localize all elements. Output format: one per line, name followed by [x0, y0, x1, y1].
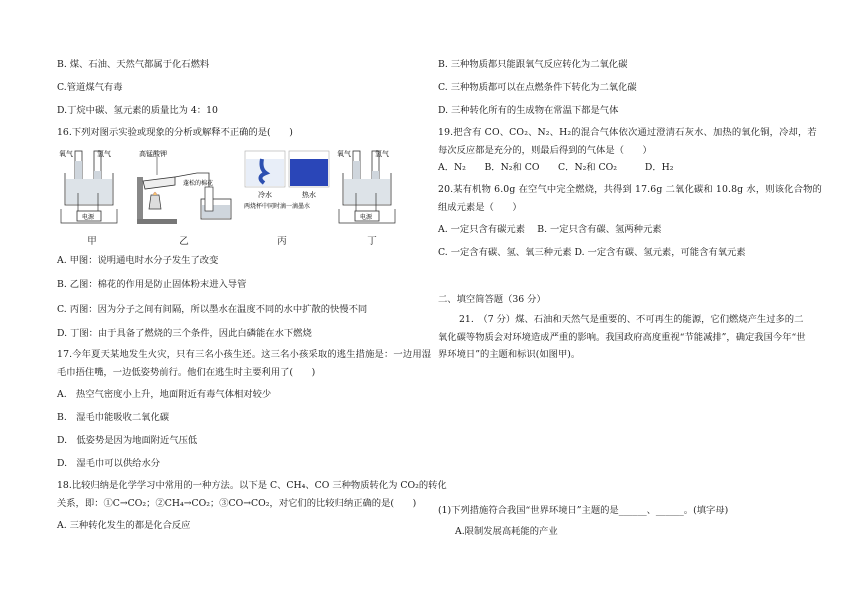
- q18-stem-line1: 18.比较归纳是化学学习中常用的一种方法。以下是 C、CH₄、CO 三种物质转化为 CO₂的转化: [57, 480, 447, 491]
- q21-stem-line1: 21. （7 分）煤、石油和天然气是重要的、不可再生的能源，它们燃烧产生过多的二: [459, 314, 804, 325]
- q19-stem-line1: 19.把含有 CO、CO₂、N₂、H₂的混合气体依次通过澄清石灰水、加热的氧化铜，冷却，若: [438, 127, 817, 138]
- figure-heating-b: [137, 147, 235, 229]
- figure-label-yi: 乙: [179, 236, 189, 247]
- q20-options-cd: C. 一定含有碳、氢、氧三种元素 D. 一定含有碳、氢元素，可能含有氧元素: [438, 247, 746, 258]
- svg-text:两烧杯中同时滴一滴墨水: 两烧杯中同时滴一滴墨水: [244, 203, 311, 210]
- svg-text:氢气: 氢气: [375, 150, 389, 158]
- q16-option-b: B. 乙图：棉花的作用是防止固体粉末进入导管: [57, 279, 247, 290]
- svg-text:氧气: 氧气: [59, 150, 73, 158]
- q19-stem-line2: 每次反应都是充分的，则最后得到的气体是（ ）: [438, 145, 652, 156]
- section-two-heading: 二、填空简答题（36 分）: [438, 294, 546, 305]
- svg-text:电源: 电源: [360, 214, 373, 221]
- figure-label-jia: 甲: [87, 236, 97, 247]
- svg-text:氢气: 氢气: [97, 150, 111, 158]
- svg-text:热水: 热水: [302, 191, 316, 199]
- q18-option-a: A. 三种转化发生的都是化合反应: [57, 520, 191, 531]
- svg-text:氧气: 氧气: [337, 150, 351, 158]
- q18-option-b: B. 三种物质都只能跟氧气反应转化为二氧化碳: [438, 59, 628, 70]
- figure-electrolysis-d: [335, 147, 405, 229]
- q16-figures: [57, 147, 402, 247]
- q16-option-c: C. 丙图：因为分子之间有间隔，所以墨水在温度不同的水中扩散的快慢不同: [57, 304, 368, 315]
- figure-label-bing: 丙: [277, 236, 287, 247]
- q19-options: A．N₂ B．N₂和 CO C．N₂和 CO₂ D．H₂: [438, 162, 674, 173]
- figure-label-ding: 丁: [367, 236, 377, 247]
- q15-option-c: C.管道煤气有毒: [57, 82, 123, 93]
- q17-stem-line1: 17.今年夏天某地发生火灾，只有三名小孩生还。这三名小孩采取的逃生措施是：一边用湿: [57, 349, 432, 360]
- q20-options-ab: A. 一定只含有碳元素 B. 一定只含有碳、氢两种元素: [438, 224, 662, 235]
- q21-stem-line2: 氧化碳等物质会对环境造成严重的影响。我国政府高度重视“节能减排”，确定我国今年“世: [438, 332, 806, 343]
- q20-stem-line2: 组成元素是（ ）: [438, 202, 522, 213]
- q21-sub1-option-a: A.限制发展高耗能的产业: [455, 526, 558, 537]
- figure-electrolysis-a: [57, 147, 127, 229]
- q21-stem-line3: 界环境日”的主题和标识(如图甲)。: [438, 349, 581, 360]
- q17-option-b: B. 湿毛巾能吸收二氧化碳: [57, 412, 170, 423]
- q17-option-c: D. 低姿势是因为地面附近气压低: [57, 435, 198, 446]
- q16-option-a: A. 甲图：说明通电时水分子发生了改变: [57, 255, 219, 266]
- q18-option-d: D. 三种转化所有的生成物在常温下都是气体: [438, 105, 619, 116]
- q17-stem-line2: 毛巾捂住嘴，一边低姿势前行。他们在逃生时主要利用了( ): [57, 367, 316, 378]
- q17-option-d: D. 湿毛巾可以供给水分: [57, 458, 161, 469]
- svg-text:蓬松的棉花: 蓬松的棉花: [183, 180, 214, 187]
- q20-stem-line1: 20.某有机物 6.0g 在空气中完全燃烧，共得到 17.6g 二氧化碳和 10.8g 水，则该化合物的: [438, 184, 822, 195]
- svg-text:高锰酸钾: 高锰酸钾: [139, 150, 167, 158]
- svg-text:冷水: 冷水: [258, 191, 272, 199]
- q15-option-b: B. 煤、石油、天然气都属于化石燃料: [57, 59, 210, 70]
- q21-sub1-stem: (1)下列措施符合我国“世界环境日”主题的是______、______。(填字母): [438, 505, 729, 516]
- q16-stem: 16.下列对图示实验或现象的分析或解释不正确的是( ): [57, 127, 293, 138]
- q15-option-d: D.丁烷中碳、氢元素的质量比为 4：10: [57, 105, 218, 116]
- svg-text:电源: 电源: [82, 214, 95, 221]
- q18-stem-line2: 关系，即：①C→CO₂；②CH₄→CO₂；③CO→CO₂，对它们的比较归纳正确的是( ): [57, 498, 417, 509]
- q17-option-a: A. 热空气密度小上升，地面附近有毒气体相对较少: [57, 389, 272, 400]
- q18-option-c: C. 三种物质都可以在点燃条件下转化为二氧化碳: [438, 82, 637, 93]
- q16-option-d: D. 丁图：由于具备了燃烧的三个条件，因此白磷能在水下燃烧: [57, 328, 312, 339]
